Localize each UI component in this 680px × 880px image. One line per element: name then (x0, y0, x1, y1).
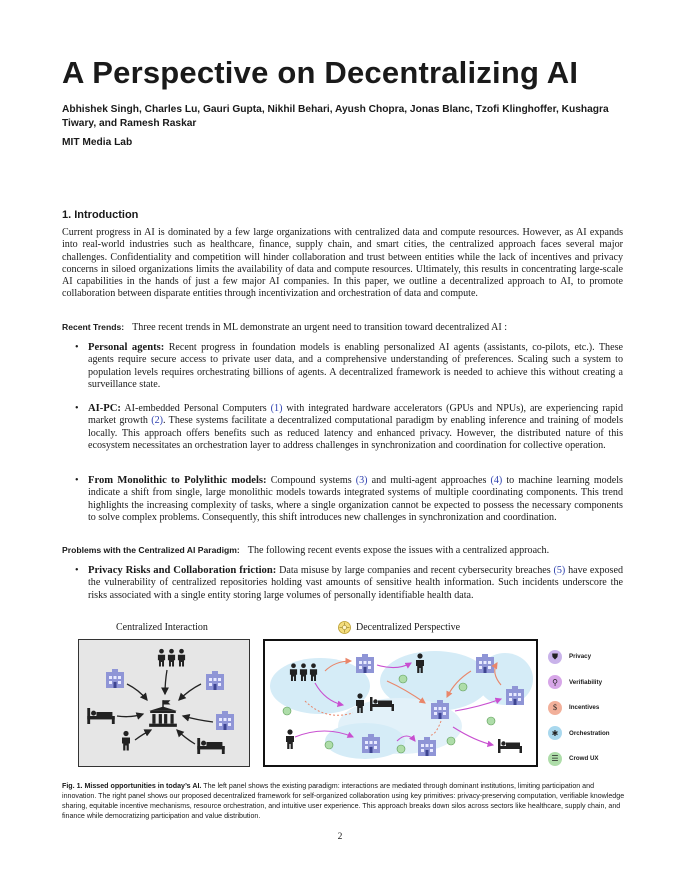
magnifier-icon: ⚲ (548, 675, 562, 689)
person-icon (122, 731, 130, 751)
bullet-head: Privacy Risks and Collaboration friction: (88, 565, 277, 576)
citation-link[interactable]: (3) (355, 475, 368, 486)
left-panel-title: Centralized Interaction (116, 622, 208, 633)
bullet-text: and multi-agent approaches (367, 475, 491, 486)
money-bag-icon: $ (548, 701, 562, 715)
bullet-head: AI-PC: (88, 403, 121, 414)
bullet-head: From Monolithic to Polylithic models: (88, 475, 267, 486)
legend-label: Crowd UX (569, 755, 599, 763)
bullet-text: Recent progress in foundation models is enabling personalized AI agents (assistants, co-pilots, etc.). These agents require secure access to private user data, and a comprehensive understanding of preferences. Scaling such a system to population levels requires orchestrating billions of agents. A decentralized framework is needed to achieve this without creating a surveillance state. (88, 342, 623, 390)
legend-label: Privacy (569, 653, 592, 661)
run-in-label: Problems with the Centralized AI Paradigm: (62, 545, 240, 555)
bullet-list (75, 475, 623, 524)
section-heading: 1. Introduction (62, 209, 139, 221)
right-panel-title: Decentralized Perspective (356, 622, 461, 633)
centralized-panel (78, 639, 250, 767)
run-in-label: Recent Trends: (62, 322, 125, 332)
affiliation: MIT Media Lab (62, 137, 133, 148)
institution-icon (149, 700, 177, 727)
bullet-item (75, 403, 623, 452)
problems-paragraph (62, 544, 623, 557)
run-in-text: The following recent events expose the issues with a centralized approach. (247, 545, 550, 556)
legend-label: Incentives (569, 704, 600, 712)
network-icon: ✱ (548, 726, 562, 740)
recent-trends-paragraph (62, 321, 623, 334)
bullet-text: AI-embedded Personal Computers (120, 403, 271, 414)
bullet-head: Personal agents: (88, 342, 165, 353)
legend-item (548, 670, 638, 696)
bullet-text: Compound systems (266, 475, 356, 486)
bullet-item (75, 342, 623, 391)
citation-link[interactable]: (2) (151, 415, 164, 427)
author-list: Abhishek Singh, Charles Lu, Gauri Gupta, Nikhil Behari, Ayush Chopra, Jonas Blanc, Tzofi Klinghoffer, Kushagra Tiwary, and Ramesh Raskar (62, 104, 609, 129)
caption-text: The left panel shows the existing paradigm: interactions are mediated through dominant institutions, limiting participation and innovation. The right panel shows our proposed decentralized framework for self-organized collaboration using key primitives: privacy-preserving computation, verifiable knowledge sharing, equitable incentive mechanisms, resource orchestration, and intuitive user experience. This approach breaks down silos across sectors like healthcare, supply chain, and finance while democratizing participation and value distribution. (62, 782, 625, 820)
bullet-text: . These systems facilitate a decentralized computational paradigm by enabling inference and training of models locally. This approach offers benefits such as reduced latency and enhanced privacy. However, the distributed nature of this ecosystem necessitates an orchestration layer to address challenges in synchronization and coordination for collective operation. (88, 415, 624, 451)
decentralized-panel (263, 639, 538, 767)
legend-item (548, 746, 638, 772)
legend-label: Verifiability (569, 678, 603, 686)
decentralized-badge-icon (338, 621, 351, 634)
citation-link[interactable]: (4) (490, 475, 503, 486)
hospital-bed-icon (87, 708, 224, 754)
figure-caption (62, 781, 626, 821)
caption-label: Fig. 1. Missed opportunities in today’s AI. (62, 782, 202, 790)
bullet-list (75, 342, 623, 391)
legend-item (548, 695, 638, 721)
page-number: 2 (337, 832, 343, 842)
figure-legend (548, 644, 638, 772)
building-icon (106, 669, 234, 730)
citation-link[interactable]: (5) (553, 565, 566, 576)
legend-label: Orchestration (569, 729, 610, 737)
bullet-list (75, 403, 623, 452)
bullet-item (75, 565, 623, 602)
bullet-text: to machine learning models indicate a shift from single, large monolithic models towards integrated systems of multiple coordinating components. This trend highlights the increasing complexity of tasks, where a single organization cannot be expected to possess the necessary components to solve complex problems. Consequently, this shift introduces new challenges in synchronization and coordination. (88, 475, 623, 523)
bullet-text: with integrated hardware accelerators (GPUs and NPUs), are experiencing rapid market growth (88, 403, 623, 427)
bullet-list (75, 565, 623, 602)
intro-paragraph: Current progress in AI is dominated by a few large organizations with centralized data and compute resources. However, as AI expands into real-world industries such as healthcare, finance, supply chain, and smart cities, the centralized approach faces several major challenges. Confidentiality and competition will hinder collaboration and trust between entities while the lack of incentives and privacy concerns in siloed organizations limits the availability of data and compute resources. Ultimately, this results in concentrating large-scale AI capabilities in the hands of just a few major AI companies. In this paper, we outline a decentralized approach to AI, to promote collaboration between disparate entities through incentivization and orchestration of data and compute. (62, 227, 623, 300)
citation-link[interactable]: (1) (270, 403, 283, 414)
crowd-icon: ☰ (548, 752, 562, 766)
bullet-item (75, 475, 623, 524)
bullet-text: have exposed the vulnerability of centralized repositories holding vast amounts of sensitive health information. Such incidents underscore the risks associated with a single entity storing large volumes of personally identifiable health data. (88, 565, 623, 601)
shield-icon: ⛊ (548, 650, 562, 664)
paper-title: A Perspective on Decentralizing AI (62, 55, 579, 90)
bullet-text: Data misuse by large companies and recent cybersecurity breaches (276, 565, 554, 576)
person-icon (158, 649, 185, 667)
legend-item (548, 644, 638, 670)
run-in-text: Three recent trends in ML demonstrate an urgent need to transition toward decentralized AI : (132, 322, 508, 333)
legend-item (548, 721, 638, 747)
